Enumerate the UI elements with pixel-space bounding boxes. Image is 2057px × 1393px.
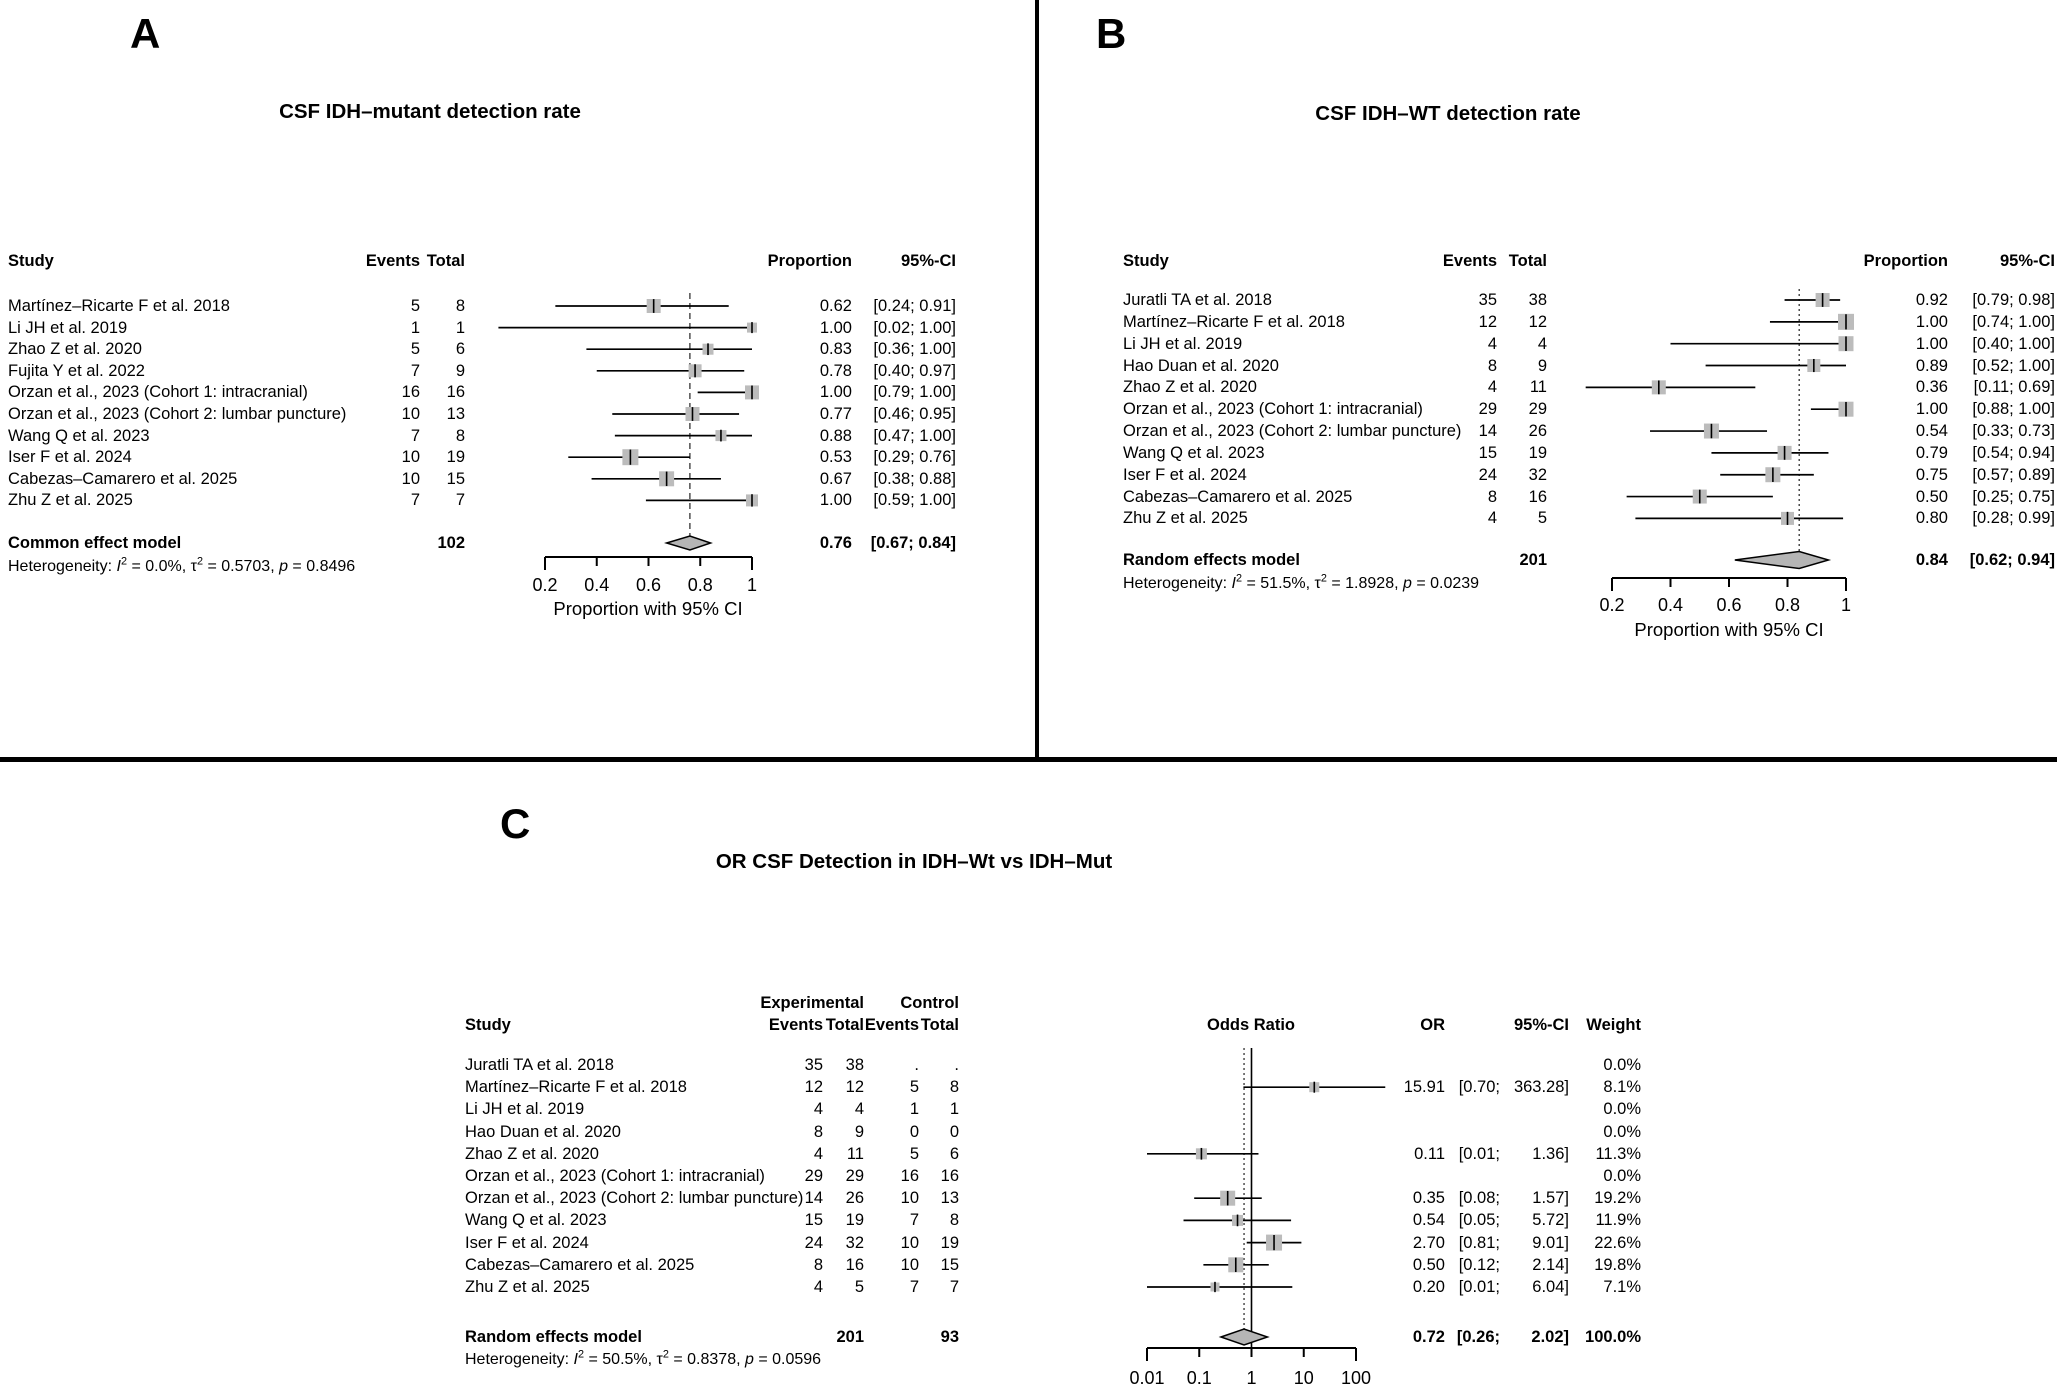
- cell-exp_total: 4: [854, 1100, 864, 1119]
- heterogeneity-part: Heterogeneity:: [8, 558, 117, 575]
- summary-exp_total: 201: [836, 1328, 864, 1346]
- cell-or: 2.70: [1412, 1233, 1445, 1252]
- cell-ci_lo: [0.05;: [1458, 1211, 1500, 1230]
- study-name: Zhao Z et al. 2020: [8, 340, 142, 359]
- heterogeneity-part: 2: [1320, 572, 1327, 585]
- cell-exp_total: 5: [854, 1278, 864, 1296]
- panel-a-header-total: Total: [426, 252, 465, 270]
- panel-a-label: A: [130, 10, 161, 57]
- study-name: Cabezas–Camarero et al. 2025: [465, 1255, 695, 1274]
- heterogeneity-part: p: [1402, 575, 1412, 592]
- study-name: Zhu Z et al. 2025: [465, 1278, 590, 1296]
- cell-ci_hi: 2.14]: [1532, 1255, 1569, 1274]
- cell-ci: [0.36; 1.00]: [873, 340, 956, 359]
- study-name: Martínez–Ricarte F et al. 2018: [8, 297, 230, 315]
- cell-events: 29: [1478, 400, 1497, 419]
- cell-ctl_total: 6: [949, 1144, 959, 1163]
- cell-weight: 19.8%: [1594, 1255, 1641, 1274]
- cell-ci: [0.38; 0.88]: [873, 469, 956, 488]
- heterogeneity-part: = 0.0%,: [127, 558, 191, 575]
- cell-proportion: 0.67: [819, 469, 852, 488]
- panel-a-header-ci: 95%-CI: [900, 252, 956, 270]
- panel-b-header-proportion: Proportion: [1863, 252, 1948, 270]
- cell-exp_events: 35: [804, 1056, 823, 1074]
- cell-or: 0.20: [1412, 1278, 1445, 1296]
- summary-total: 102: [437, 534, 465, 552]
- x-axis-tick-label: 1: [1840, 595, 1852, 615]
- cell-ci: [0.79; 0.98]: [1972, 291, 2055, 309]
- cell-events: 5: [410, 297, 420, 315]
- cell-exp_total: 32: [845, 1233, 864, 1252]
- x-axis-tick-label: 0.4: [584, 575, 610, 595]
- panel-c-header-weight: Weight: [1586, 1016, 1641, 1034]
- cell-ci: [0.24; 0.91]: [873, 297, 956, 315]
- panel-b-label: B: [1096, 10, 1127, 57]
- cell-or: 0.54: [1412, 1211, 1445, 1230]
- cell-events: 14: [1478, 422, 1497, 441]
- heterogeneity-part: 2: [577, 1348, 585, 1361]
- cell-ci: [0.29; 0.76]: [873, 448, 956, 467]
- study-name: Zhao Z et al. 2020: [465, 1144, 599, 1163]
- cell-proportion: 1.00: [1915, 312, 1948, 331]
- cell-total: 8: [455, 426, 465, 445]
- summary-diamond: [1221, 1329, 1268, 1345]
- study-name: Wang Q et al. 2023: [1123, 443, 1265, 462]
- heterogeneity-part: = 50.5%,: [584, 1351, 657, 1368]
- cell-events: 5: [410, 340, 420, 359]
- cell-total: 19: [446, 448, 465, 467]
- cell-total: 19: [1528, 443, 1547, 462]
- panel-c-header-control: Control: [900, 994, 959, 1012]
- cell-weight: 19.2%: [1594, 1189, 1641, 1208]
- cell-ctl_events: 0: [909, 1122, 919, 1141]
- cell-ctl_total: 0: [949, 1122, 959, 1141]
- cell-proportion: 0.54: [1915, 422, 1948, 441]
- summary-proportion: 0.76: [819, 534, 852, 552]
- cell-total: 16: [446, 383, 465, 402]
- cell-proportion: 1.00: [819, 318, 852, 337]
- study-name: Li JH et al. 2019: [465, 1100, 585, 1119]
- summary-proportion: 0.84: [1915, 551, 1948, 569]
- study-name: Iser F et al. 2024: [465, 1233, 589, 1252]
- cell-ctl_total: 7: [949, 1278, 959, 1296]
- cell-ci: [0.79; 1.00]: [873, 383, 956, 402]
- x-axis-tick-label: 1: [746, 575, 758, 595]
- summary-ci_lo: [0.26;: [1456, 1328, 1500, 1346]
- panel-c-header-or: OR: [1420, 1016, 1445, 1034]
- cell-exp_events: 4: [813, 1278, 823, 1296]
- study-name: Iser F et al. 2024: [1123, 465, 1247, 484]
- cell-ctl_total: 8: [949, 1211, 959, 1230]
- panel-b-header-total: Total: [1508, 252, 1547, 270]
- cell-ci: [0.59; 1.00]: [873, 491, 956, 510]
- panel-a-header-events: Events: [365, 252, 420, 270]
- summary-total: 201: [1519, 551, 1547, 569]
- cell-proportion: 1.00: [819, 383, 852, 402]
- cell-proportion: 0.36: [1915, 378, 1948, 397]
- cell-total: 7: [455, 491, 465, 510]
- cell-ctl_events: 10: [900, 1233, 919, 1252]
- cell-ci_hi: 1.57]: [1532, 1189, 1569, 1208]
- panel-c-header-ci: 95%-CI: [1513, 1016, 1569, 1034]
- cell-events: 10: [401, 469, 420, 488]
- panel-c-header-exp-events: Events: [768, 1016, 823, 1034]
- cell-proportion: 0.78: [819, 361, 852, 380]
- heterogeneity-part: = 1.8928,: [1326, 575, 1403, 592]
- study-name: Hao Duan et al. 2020: [1123, 356, 1279, 375]
- x-axis-tick-label: 10: [1293, 1368, 1314, 1388]
- panel-b-title: CSF IDH–WT detection rate: [1315, 102, 1581, 125]
- panel-c-title: OR CSF Detection in IDH–Wt vs IDH–Mut: [715, 850, 1113, 873]
- study-name: Juratli TA et al. 2018: [1123, 291, 1272, 309]
- study-name: Hao Duan et al. 2020: [465, 1122, 621, 1141]
- cell-ctl_events: .: [914, 1056, 919, 1074]
- panel-a-xaxis-label: Proportion with 95% CI: [553, 598, 743, 619]
- cell-ctl_events: 5: [909, 1144, 919, 1163]
- cell-events: 7: [410, 426, 420, 445]
- cell-ctl_total: 1: [949, 1100, 959, 1119]
- study-name: Orzan et al., 2023 (Cohort 2: lumbar puncture): [465, 1189, 804, 1208]
- cell-total: 12: [1528, 312, 1547, 331]
- cell-ci_hi: 5.72]: [1532, 1211, 1569, 1230]
- cell-weight: 0.0%: [1603, 1167, 1641, 1185]
- cell-ci_lo: [0.01;: [1458, 1144, 1500, 1163]
- study-name: Orzan et al., 2023 (Cohort 2: lumbar puncture): [8, 405, 347, 423]
- cell-ctl_total: 13: [940, 1189, 959, 1208]
- cell-exp_events: 15: [804, 1211, 823, 1230]
- cell-ci: [0.25; 0.75]: [1972, 487, 2055, 506]
- cell-proportion: 1.00: [819, 491, 852, 510]
- cell-ci: [0.40; 0.97]: [873, 361, 956, 380]
- study-name: Li JH et al. 2019: [8, 318, 128, 337]
- heterogeneity-part: I: [573, 1351, 578, 1368]
- x-axis-tick-label: 0.6: [635, 575, 662, 595]
- heterogeneity-part: I: [1231, 575, 1236, 592]
- cell-total: 29: [1528, 400, 1547, 419]
- cell-ctl_total: 19: [940, 1233, 959, 1252]
- cell-events: 10: [401, 405, 420, 423]
- cell-ci_lo: [0.12;: [1458, 1255, 1500, 1274]
- panel-divider-vertical: [1035, 0, 1039, 758]
- summary-or: 0.72: [1412, 1328, 1445, 1346]
- study-name: Cabezas–Camarero et al. 2025: [1123, 487, 1353, 506]
- cell-proportion: 0.88: [819, 426, 852, 445]
- cell-proportion: 0.79: [1915, 443, 1948, 462]
- cell-total: 8: [455, 297, 465, 315]
- cell-proportion: 0.75: [1915, 465, 1948, 484]
- panel-c-header-ctl-total: Total: [920, 1016, 959, 1034]
- cell-events: 4: [1487, 378, 1497, 397]
- cell-exp_events: 29: [804, 1167, 823, 1185]
- summary-ci: [0.67; 0.84]: [870, 534, 956, 552]
- cell-events: 35: [1478, 291, 1497, 309]
- cell-events: 12: [1478, 312, 1497, 331]
- cell-total: 38: [1528, 291, 1547, 309]
- study-name: Orzan et al., 2023 (Cohort 1: intracranial): [8, 383, 308, 402]
- cell-ci: [0.47; 1.00]: [873, 426, 956, 445]
- summary-model-label: Random effects model: [1123, 551, 1300, 569]
- x-axis-tick-label: 100: [1340, 1368, 1372, 1388]
- heterogeneity-part: 2: [662, 1348, 669, 1361]
- summary-ci_hi: 2.02]: [1531, 1328, 1569, 1346]
- cell-ctl_events: 1: [909, 1100, 919, 1119]
- x-axis-tick-label: 0.1: [1186, 1368, 1212, 1388]
- cell-proportion: 0.80: [1915, 509, 1948, 528]
- heterogeneity-text: [465, 1349, 821, 1371]
- cell-weight: 11.9%: [1595, 1211, 1641, 1230]
- panel-b-header-events: Events: [1442, 252, 1497, 270]
- cell-total: 11: [1529, 378, 1547, 397]
- x-axis-tick-label: 0.8: [1774, 595, 1801, 615]
- cell-exp_events: 4: [813, 1100, 823, 1119]
- x-axis-tick-label: 0.8: [687, 575, 713, 595]
- cell-ci: [0.52; 1.00]: [1972, 356, 2055, 375]
- cell-proportion: 0.53: [819, 448, 852, 467]
- heterogeneity-text: [8, 556, 355, 578]
- cell-ci_hi: 1.36]: [1532, 1144, 1569, 1163]
- study-name: Orzan et al., 2023 (Cohort 2: lumbar puncture): [1123, 422, 1462, 441]
- heterogeneity-part: 2: [1235, 572, 1243, 585]
- cell-ctl_events: 5: [909, 1078, 919, 1097]
- summary-model-label: Random effects model: [465, 1328, 642, 1346]
- cell-total: 32: [1528, 465, 1547, 484]
- cell-ci: [0.54; 0.94]: [1972, 443, 2055, 462]
- cell-ci_hi: 9.01]: [1532, 1233, 1569, 1252]
- cell-exp_events: 12: [804, 1078, 823, 1097]
- heterogeneity-part: τ: [656, 1351, 663, 1368]
- cell-weight: 11.3%: [1595, 1144, 1641, 1163]
- cell-events: 7: [410, 491, 420, 510]
- cell-total: 5: [1537, 509, 1547, 528]
- cell-exp_events: 4: [813, 1144, 823, 1163]
- cell-weight: 0.0%: [1603, 1122, 1641, 1141]
- cell-exp_events: 14: [804, 1189, 823, 1208]
- panel-c-header-ctl-events: Events: [864, 1016, 919, 1034]
- cell-ci: [0.57; 0.89]: [1972, 465, 2055, 484]
- heterogeneity-part: I: [116, 558, 121, 575]
- cell-events: 10: [401, 448, 420, 467]
- cell-events: 15: [1478, 443, 1497, 462]
- cell-ctl_total: 15: [940, 1255, 959, 1274]
- study-name: Martínez–Ricarte F et al. 2018: [465, 1078, 687, 1097]
- summary-ci: [0.62; 0.94]: [1969, 551, 2055, 569]
- panel-a-header-proportion: Proportion: [767, 252, 852, 270]
- cell-weight: 0.0%: [1603, 1100, 1641, 1119]
- cell-ci: [0.33; 0.73]: [1972, 422, 2055, 441]
- cell-weight: 22.6%: [1594, 1233, 1641, 1252]
- cell-ci_lo: [0.81;: [1458, 1233, 1500, 1252]
- cell-events: 1: [410, 318, 420, 337]
- x-axis-tick-label: 0.4: [1657, 595, 1684, 615]
- cell-total: 1: [455, 318, 465, 337]
- cell-or: 0.50: [1412, 1255, 1445, 1274]
- cell-or: 15.91: [1403, 1078, 1445, 1097]
- x-axis-tick-label: 0.6: [1716, 595, 1742, 615]
- cell-ci: [0.46; 0.95]: [873, 405, 956, 423]
- cell-proportion: 0.77: [819, 405, 852, 423]
- panel-a-header-study: Study: [8, 252, 54, 270]
- summary-diamond: [1735, 552, 1829, 569]
- cell-ci: [0.28; 0.99]: [1972, 509, 2055, 528]
- cell-total: 6: [455, 340, 465, 359]
- x-axis-tick-label: 0.2: [1599, 595, 1625, 615]
- cell-exp_total: 9: [854, 1122, 864, 1141]
- cell-events: 16: [401, 383, 420, 402]
- cell-events: 8: [1487, 356, 1497, 375]
- summary-weight: 100.0%: [1585, 1328, 1641, 1346]
- cell-total: 9: [455, 361, 465, 380]
- cell-total: 13: [446, 405, 465, 423]
- cell-ctl_events: 7: [909, 1211, 919, 1230]
- cell-events: 4: [1487, 509, 1497, 528]
- cell-ci_hi: 6.04]: [1532, 1278, 1569, 1296]
- cell-ctl_events: 16: [900, 1167, 919, 1185]
- heterogeneity-part: Heterogeneity:: [1123, 575, 1232, 592]
- cell-ctl_events: 7: [909, 1278, 919, 1296]
- study-name: Zhu Z et al. 2025: [1123, 509, 1248, 528]
- cell-ci_lo: [0.01;: [1458, 1278, 1500, 1296]
- cell-exp_total: 12: [845, 1078, 864, 1097]
- study-name: Fujita Y et al. 2022: [8, 361, 145, 380]
- heterogeneity-text: [1123, 573, 1479, 595]
- cell-total: 4: [1537, 334, 1547, 353]
- panel-divider-horizontal: [0, 757, 2057, 762]
- heterogeneity-part: 2: [120, 555, 128, 568]
- cell-total: 26: [1528, 422, 1547, 441]
- heterogeneity-part: Heterogeneity:: [465, 1351, 574, 1368]
- cell-total: 16: [1528, 487, 1547, 506]
- cell-total: 9: [1537, 356, 1547, 375]
- cell-or: 0.11: [1414, 1144, 1445, 1163]
- cell-ctl_total: .: [954, 1056, 959, 1074]
- heterogeneity-part: = 51.5%,: [1242, 575, 1315, 592]
- heterogeneity-part: = 0.8378,: [668, 1351, 745, 1368]
- cell-proportion: 0.89: [1915, 356, 1948, 375]
- x-axis-tick-label: 0.2: [532, 575, 558, 595]
- heterogeneity-part: = 0.0596: [753, 1351, 822, 1368]
- study-name: Wang Q et al. 2023: [465, 1211, 607, 1230]
- cell-exp_total: 29: [845, 1167, 864, 1185]
- cell-events: 7: [410, 361, 420, 380]
- cell-ci_hi: 363.28]: [1513, 1078, 1569, 1097]
- study-name: Zhu Z et al. 2025: [8, 491, 133, 510]
- heterogeneity-part: = 0.0239: [1411, 575, 1480, 592]
- panel-c-header-odds-ratio: Odds Ratio: [1206, 1016, 1296, 1034]
- cell-weight: 7.1%: [1603, 1278, 1641, 1296]
- panel-c-label: C: [500, 800, 531, 847]
- study-name: Li JH et al. 2019: [1123, 334, 1243, 353]
- cell-exp_total: 19: [845, 1211, 864, 1230]
- panel-b-header-ci: 95%-CI: [1999, 252, 2055, 270]
- cell-exp_total: 26: [845, 1189, 864, 1208]
- panel-b-xaxis-label: Proportion with 95% CI: [1634, 619, 1824, 640]
- heterogeneity-part: = 0.5703,: [203, 558, 280, 575]
- panel-a-title: CSF IDH–mutant detection rate: [279, 100, 581, 123]
- cell-ctl_total: 8: [949, 1078, 959, 1097]
- cell-proportion: 0.92: [1915, 291, 1948, 309]
- cell-ctl_events: 10: [900, 1255, 919, 1274]
- heterogeneity-part: τ: [190, 558, 197, 575]
- cell-exp_total: 16: [845, 1255, 864, 1274]
- cell-ctl_events: 10: [900, 1189, 919, 1208]
- study-name: Zhao Z et al. 2020: [1123, 378, 1257, 397]
- cell-proportion: 1.00: [1915, 400, 1948, 419]
- study-name: Martínez–Ricarte F et al. 2018: [1123, 312, 1345, 331]
- cell-total: 15: [446, 469, 465, 488]
- study-name: Orzan et al., 2023 (Cohort 1: intracranial): [1123, 400, 1423, 419]
- cell-weight: 8.1%: [1603, 1078, 1641, 1097]
- panel-c-header-study: Study: [465, 1016, 511, 1034]
- study-name: Cabezas–Camarero et al. 2025: [8, 469, 238, 488]
- cell-exp_total: 11: [846, 1144, 864, 1163]
- cell-exp_events: 24: [804, 1233, 823, 1252]
- cell-ci: [0.88; 1.00]: [1972, 400, 2055, 419]
- x-axis-tick-label: 0.01: [1129, 1368, 1165, 1388]
- cell-proportion: 0.50: [1915, 487, 1948, 506]
- summary-ctl_total: 93: [940, 1328, 959, 1346]
- study-name: Orzan et al., 2023 (Cohort 1: intracranial): [465, 1167, 765, 1185]
- study-name: Iser F et al. 2024: [8, 448, 132, 467]
- summary-diamond: [667, 536, 711, 550]
- panel-b-header-study: Study: [1123, 252, 1169, 270]
- cell-ci_lo: [0.08;: [1458, 1189, 1500, 1208]
- study-name: Wang Q et al. 2023: [8, 426, 150, 445]
- cell-or: 0.35: [1412, 1189, 1445, 1208]
- heterogeneity-part: = 0.8496: [287, 558, 356, 575]
- x-axis-tick-label: 1: [1246, 1368, 1257, 1388]
- cell-exp_events: 8: [813, 1122, 823, 1141]
- cell-ci: [0.11; 0.69]: [1973, 378, 2055, 397]
- cell-proportion: 0.62: [819, 297, 852, 315]
- heterogeneity-part: τ: [1314, 575, 1321, 592]
- cell-ctl_total: 16: [940, 1167, 959, 1185]
- cell-exp_events: 8: [813, 1255, 823, 1274]
- cell-ci: [0.40; 1.00]: [1972, 334, 2055, 353]
- heterogeneity-part: 2: [196, 555, 204, 568]
- summary-model-label: Common effect model: [8, 534, 182, 552]
- cell-ci: [0.02; 1.00]: [873, 318, 956, 337]
- panel-c-header-exp-total: Total: [825, 1016, 864, 1034]
- cell-exp_total: 38: [845, 1056, 864, 1074]
- heterogeneity-part: p: [744, 1351, 754, 1368]
- cell-ci: [0.74; 1.00]: [1972, 312, 2055, 331]
- cell-proportion: 1.00: [1915, 334, 1948, 353]
- cell-proportion: 0.83: [819, 340, 852, 359]
- heterogeneity-part: p: [279, 558, 288, 575]
- panel-c-header-experimental: Experimental: [760, 994, 864, 1012]
- cell-ci_lo: [0.70;: [1458, 1078, 1500, 1097]
- study-name: Juratli TA et al. 2018: [465, 1056, 614, 1074]
- cell-events: 24: [1478, 465, 1497, 484]
- cell-weight: 0.0%: [1603, 1056, 1641, 1074]
- cell-events: 8: [1487, 487, 1497, 506]
- cell-events: 4: [1487, 334, 1497, 353]
